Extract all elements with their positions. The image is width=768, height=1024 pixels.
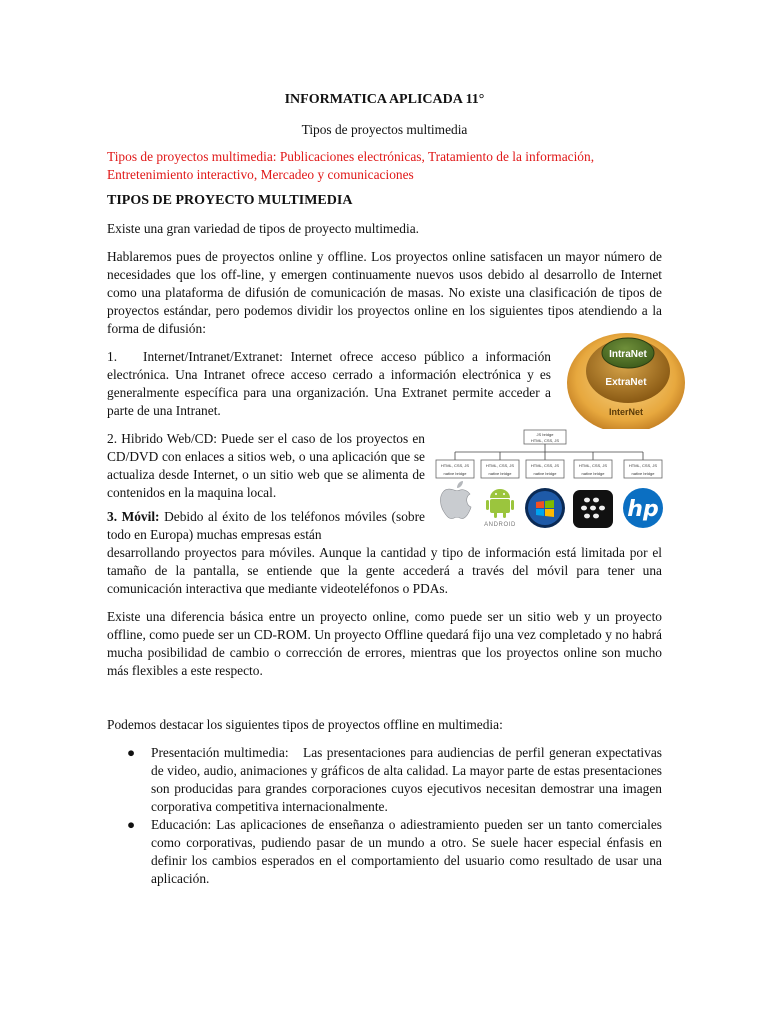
list-item-3-text-a: Debido al éxito de los teléfonos móviles (sobre todo en Europa) muchas empresas están — [107, 509, 425, 542]
diagram-node — [526, 452, 564, 478]
blackberry-logo-icon — [573, 490, 613, 528]
list-item-2: 2. Hibrido Web/CD: Puede ser el caso de los proyectos en CD/DVD con enlaces a sitios web, o una aplicación que se actualiza desde Internet, o un sitio web que se alimenta de contenidos en la maquina local. — [107, 431, 425, 500]
extranet-label: ExtraNet — [605, 377, 647, 388]
svg-text:native bridge: native bridge — [631, 471, 655, 476]
diagram-node — [624, 452, 662, 478]
paragraph-3: Existe una diferencia básica entre un proyecto online, como puede ser un sitio web y un proyecto offline, como puede ser un CD-ROM. Un proyecto Offline quedará fijo una vez completado y no habrá mucha posibilidad de cambio o corrección de errores, mientras que los proyectos online son mucho más flexibles a este respecto. — [107, 609, 662, 678]
bullet-1-text: Las presentaciones para audiencias de perfil generan expectativas de video, audio, animaciones y gráficos de alta calidad. La mayor parte de estas presentaciones son producidas para grandes corporaciones cuyos ejecutivos necesitan demostrar una imagen corporativa competitiva internacionalmente. — [151, 745, 663, 814]
hp-logo-icon — [623, 488, 663, 528]
intranet-globe-image — [566, 331, 686, 429]
list-item-1 — [107, 348, 551, 420]
paragraph-2: Hablaremos pues de proyectos online y offline. Los proyectos online satisfacen un mayor número de necesidades que los off-line, y emergen continuamente nuevos usos debido al desarrollo de Internet como una plataforma de difusión de comunicación de masas. No existe una clasificación de tipos de proyectos estándar, pero podemos dividir los proyectos online en los siguientes tipos atendiendo a la forma de difusión: — [107, 249, 662, 336]
svg-text:native bridge: native bridge — [443, 471, 467, 476]
bullet-icon: ● — [127, 817, 136, 832]
section-heading: TIPOS DE PROYECTO MULTIMEDIA — [107, 193, 353, 208]
bullet-2-text: Educación: Las aplicaciones de enseñanza o adiestramiento pueden ser un tanto comerciales como corporativas, pudiendo pasar de un mundo a otro. Se suele hacer especial énfasis en definir los cambios esperados en el comportamiento del usuario como resultado de usar una aplicación. — [151, 817, 662, 886]
bullet-icon: ● — [127, 745, 136, 760]
svg-text:native bridge: native bridge — [533, 471, 557, 476]
list-item-3-label: 3. Móvil: — [107, 509, 160, 524]
red-intro-text: Tipos de proyectos multimedia: Publicaciones electrónicas, Tratamiento de la información, Entretenimiento interactivo, Mercadeo y comunicaciones — [107, 149, 595, 182]
paragraph-1: Existe una gran variedad de tipos de proyecto multimedia. — [107, 221, 419, 236]
list-item-1-number: 1. — [107, 349, 118, 364]
list-item-3-continued: desarrollando proyectos para móviles. Aunque la cantidad y tipo de información está limitada por el tamaño de la pantalla, se entiende que la gente accederá a través del móvil para tener una comunicación interactiva que mediante videoteléfonos o PDAs. — [107, 545, 662, 596]
list-item-1-text: Internet/Intranet/Extranet: Internet ofrece acceso público a información electrónica. Una Intranet ofrece acceso cerrado a información electrónica y es generalmente específica para una organización. Una Extranet permite acceder a parte de una Intranet. — [107, 349, 551, 418]
internet-label: InterNet — [608, 407, 644, 417]
svg-text:HTML, CSS, JS: HTML, CSS, JS — [440, 463, 470, 468]
svg-text:HTML, CSS, JS: HTML, CSS, JS — [578, 463, 608, 468]
list-item — [107, 744, 662, 816]
offline-types-list — [107, 744, 662, 888]
root-box-bottom-label: HTML, CSS, JS — [530, 438, 560, 443]
svg-text:hp: hp — [627, 497, 659, 522]
diagram-nodes — [436, 452, 662, 478]
platform-diagram-image — [432, 428, 664, 534]
apple-logo-icon — [440, 481, 471, 519]
root-box-top-label: JS bridge — [536, 432, 554, 437]
diagram-node — [436, 452, 474, 478]
intranet-label: IntraNet — [609, 349, 647, 360]
list-item — [107, 816, 662, 888]
bullet-1-label: Presentación multimedia: — [151, 745, 289, 760]
svg-text:HTML, CSS, JS: HTML, CSS, JS — [485, 463, 515, 468]
list-item-3 — [107, 508, 425, 544]
paragraph-4: Podemos destacar los siguientes tipos de proyectos offline en multimedia: — [107, 717, 503, 732]
diagram-node — [574, 452, 612, 478]
android-logo-icon — [484, 489, 516, 528]
svg-text:HTML, CSS, JS: HTML, CSS, JS — [530, 463, 560, 468]
diagram-node — [481, 452, 519, 478]
document-subtitle: Tipos de proyectos multimedia — [301, 122, 468, 137]
document-title: INFORMATICA APLICADA 11° — [284, 92, 485, 107]
android-label: ANDROID — [484, 522, 516, 528]
svg-text:native bridge: native bridge — [581, 471, 605, 476]
svg-text:native bridge: native bridge — [488, 471, 512, 476]
svg-text:HTML, CSS, JS: HTML, CSS, JS — [628, 463, 658, 468]
windows-logo-icon — [525, 488, 565, 528]
